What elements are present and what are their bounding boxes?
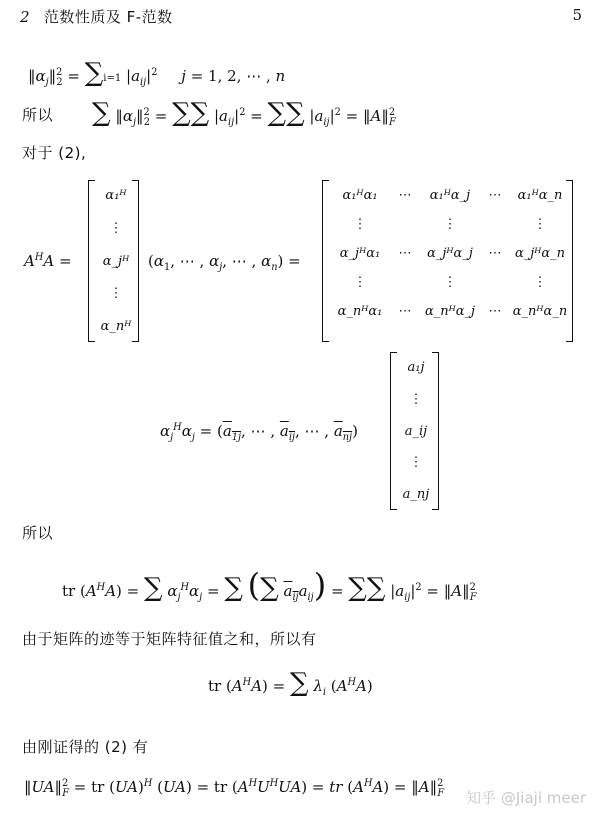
matrix-cell: ⋯ xyxy=(398,304,412,319)
equation-trace-eigen: tr $(A^HA)$ = ∑ $\lambda_i$ $(A^HA)$ xyxy=(208,668,373,698)
vector-entry: α_jᴴ xyxy=(102,253,130,269)
matrix-cell: ⋮ xyxy=(353,217,367,232)
text-eigen: 由于矩阵的迹等于矩阵特征值之和，所以有 xyxy=(22,630,317,648)
vector-entry: ⋮ xyxy=(409,455,423,471)
matrix-cell: ⋮ xyxy=(353,275,367,290)
equation-norm-column: $‖\alpha_j‖^2_2 = \sum i=1$ $|a_{ij}|^2$ j = 1, 2, ⋯ , n xyxy=(28,58,286,88)
equation-unitary-invariance: ‖UA‖$^2_F$ = tr (UA)$^H$ (UA) = tr $(A^HU^HUA)$ = tr $(A^HA)$ = ‖A‖$^2_F$ xyxy=(24,778,445,799)
matrix-cell xyxy=(390,275,420,290)
right-bracket-column xyxy=(432,352,439,510)
vector-entry: ⋮ xyxy=(109,286,123,302)
equation-sum-norms: ∑ $‖\alpha_j‖^2_2$ = ∑∑ $|a_{ij}|^2$ = ∑∑ $|a_{ij}|^2$ = ‖A‖$^2_F$ xyxy=(92,98,396,128)
left-bracket-result xyxy=(322,180,329,342)
right-bracket-result xyxy=(566,180,573,342)
result-matrix xyxy=(330,188,570,319)
text-proved: 由刚证得的 (2) 有 xyxy=(22,738,149,756)
matrix-cell: α_jᴴα_j xyxy=(427,246,473,261)
aha-lhs: $A^HA$ = xyxy=(24,252,72,270)
matrix-cell: α_nᴴα_j xyxy=(424,304,476,319)
matrix-cell xyxy=(390,217,420,232)
matrix-cell: ⋯ xyxy=(398,246,412,261)
matrix-cell: α_nᴴα_n xyxy=(512,304,568,319)
vector-entry: a₁j xyxy=(407,360,425,375)
vector-entry: ⋮ xyxy=(409,391,423,407)
vector-entry: a_ij xyxy=(404,423,428,439)
matrix-cell: ⋯ xyxy=(488,246,502,261)
running-header xyxy=(20,6,173,27)
chapter-number: 2 xyxy=(20,8,30,26)
matrix-cell: ⋯ xyxy=(398,188,412,203)
equation-trace: tr $(A^HA)$ = ∑ $\alpha_j^H\alpha_j$ = ∑ (∑ $a_{ij}a_{ij}$) = ∑∑ $|a_{ij}|^2$ = ‖A‖$^2_F$ xyxy=(62,566,477,604)
text-duiyu: 对于 (2), xyxy=(22,144,87,162)
left-bracket-vector xyxy=(88,180,95,342)
matrix-cell: ⋮ xyxy=(443,275,457,290)
text-suoyi-1: 所以 xyxy=(22,106,54,124)
alpha-j-product: $\alpha_j^H\alpha_j = (a_{1j}$, ⋯ , $a_{ij}$, ⋯ , $a_{nj}$) xyxy=(160,422,358,443)
vector-entry: α_nᴴ xyxy=(100,319,132,334)
matrix-cell: ⋮ xyxy=(443,217,457,232)
matrix-cell xyxy=(480,275,510,290)
alpha-h-vector xyxy=(96,188,136,334)
matrix-cell: ⋯ xyxy=(488,188,502,203)
matrix-cell: ⋮ xyxy=(533,275,547,290)
matrix-cell: α₁ᴴα_j xyxy=(429,188,471,203)
matrix-cell: α₁ᴴα₁ xyxy=(342,188,378,203)
matrix-cell: α₁ᴴα_n xyxy=(517,188,563,203)
right-bracket-vector xyxy=(132,180,139,342)
matrix-cell: ⋮ xyxy=(533,217,547,232)
watermark: 知乎 @Jiaji meer xyxy=(466,789,586,807)
vector-entry: α₁ᴴ xyxy=(105,188,127,203)
matrix-cell: α_jᴴα₁ xyxy=(339,246,381,261)
vector-entry: ⋮ xyxy=(109,220,123,236)
page-number: 5 xyxy=(572,6,582,24)
matrix-cell xyxy=(480,217,510,232)
column-vector xyxy=(396,360,436,502)
matrix-cell: α_jᴴα_n xyxy=(514,246,566,261)
matrix-cell: α_nᴴα₁ xyxy=(337,304,383,319)
alpha-row-vector: ($\alpha_1$, ⋯ , $\alpha_j$, ⋯ , $\alpha_n$) = xyxy=(148,252,301,273)
chapter-title: 范数性质及 F-范数 xyxy=(43,8,173,26)
text-suoyi-2: 所以 xyxy=(22,524,54,542)
matrix-cell: ⋯ xyxy=(488,304,502,319)
vector-entry: a_nj xyxy=(402,487,430,502)
